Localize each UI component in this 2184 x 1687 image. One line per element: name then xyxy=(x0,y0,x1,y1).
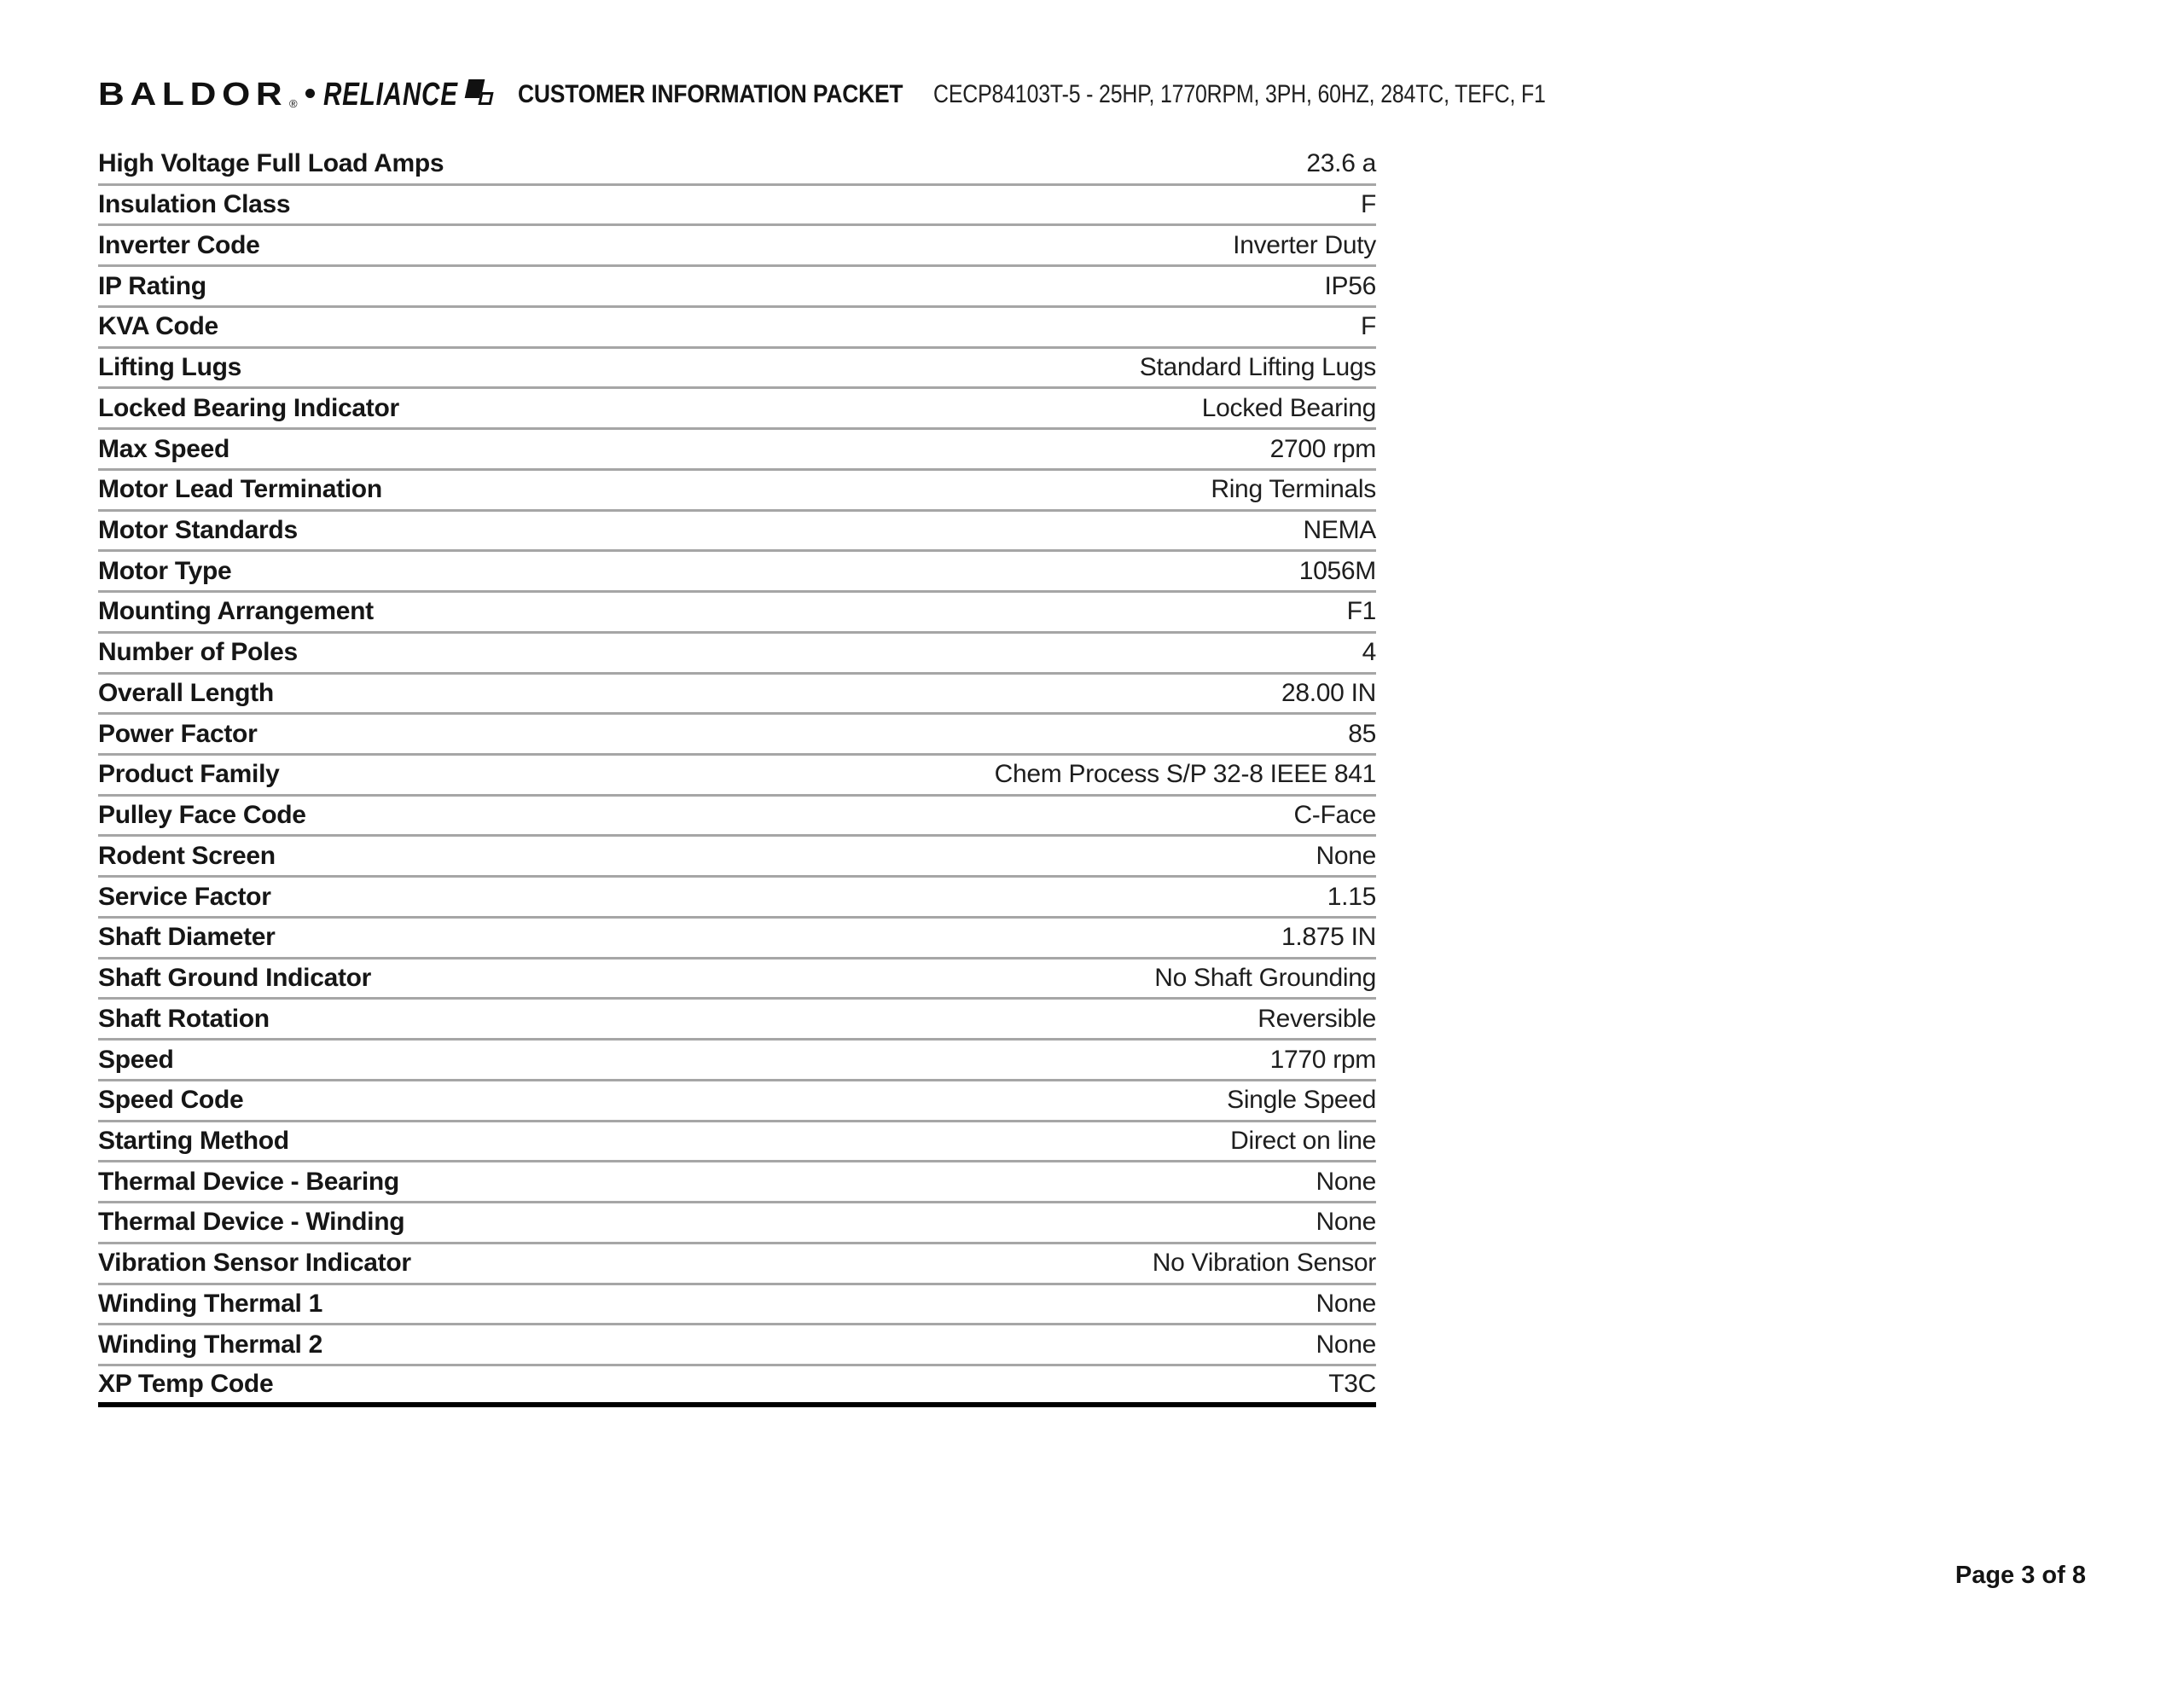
spec-label: Max Speed xyxy=(98,434,230,463)
spec-value: 2700 rpm xyxy=(1269,434,1376,463)
spec-table xyxy=(98,145,1376,1407)
table-row xyxy=(98,634,1376,675)
spec-label: Motor Standards xyxy=(98,515,298,544)
spec-label: Insulation Class xyxy=(98,190,291,219)
table-row xyxy=(98,1122,1376,1163)
spec-value: Ring Terminals xyxy=(1211,475,1376,504)
table-row xyxy=(98,1000,1376,1041)
spec-value: None xyxy=(1316,841,1376,870)
spec-label: XP Temp Code xyxy=(98,1369,274,1398)
spec-label: Number of Poles xyxy=(98,638,298,667)
spec-label: Thermal Device - Bearing xyxy=(98,1167,399,1196)
spec-value: Standard Lifting Lugs xyxy=(1139,353,1376,382)
table-row xyxy=(98,675,1376,716)
spec-label: Winding Thermal 1 xyxy=(98,1289,322,1318)
table-row xyxy=(98,267,1376,308)
table-row xyxy=(98,959,1376,1000)
spec-label: Overall Length xyxy=(98,678,274,707)
table-row xyxy=(98,1285,1376,1326)
spec-label: Shaft Ground Indicator xyxy=(98,964,372,993)
spec-label: Inverter Code xyxy=(98,230,260,259)
spec-label: Speed xyxy=(98,1045,174,1074)
reliance-wordmark: RELIANCE xyxy=(323,77,458,113)
page-indicator: Page 3 of 8 xyxy=(1955,1562,2086,1589)
spec-label: Service Factor xyxy=(98,882,271,911)
spec-value: 1056M xyxy=(1298,556,1376,585)
table-row xyxy=(98,471,1376,512)
spec-label: Lifting Lugs xyxy=(98,353,242,382)
spec-label: Winding Thermal 2 xyxy=(98,1330,322,1359)
spec-value: None xyxy=(1316,1208,1376,1237)
spec-value: 1770 rpm xyxy=(1269,1045,1376,1074)
document-header xyxy=(0,0,2184,128)
table-row xyxy=(98,1203,1376,1244)
spec-value: F1 xyxy=(1346,597,1376,626)
table-row xyxy=(98,389,1376,430)
spec-value: Single Speed xyxy=(1227,1086,1376,1115)
spec-value: T3C xyxy=(1328,1369,1376,1398)
spec-value: None xyxy=(1316,1330,1376,1359)
spec-label: Shaft Diameter xyxy=(98,923,276,952)
spec-value: Chem Process S/P 32-8 IEEE 841 xyxy=(994,760,1376,789)
table-row xyxy=(98,1041,1376,1081)
spec-value: 4 xyxy=(1362,638,1376,667)
spec-value: F xyxy=(1360,312,1376,341)
table-row xyxy=(98,1162,1376,1203)
table-row xyxy=(98,430,1376,471)
spec-value: IP56 xyxy=(1324,271,1376,300)
spec-label: Locked Bearing Indicator xyxy=(98,393,399,422)
spec-label: Pulley Face Code xyxy=(98,801,306,830)
spec-value: 1.875 IN xyxy=(1281,923,1376,952)
spec-label: Rodent Screen xyxy=(98,841,276,870)
spec-value: No Vibration Sensor xyxy=(1152,1249,1376,1278)
table-row xyxy=(98,552,1376,593)
table-row xyxy=(98,1081,1376,1122)
dot-icon xyxy=(305,89,315,98)
spec-value: 85 xyxy=(1348,719,1376,748)
table-row xyxy=(98,1366,1376,1407)
spec-label: Shaft Rotation xyxy=(98,1004,270,1033)
spec-value: None xyxy=(1316,1289,1376,1318)
motor-spec-summary: CECP84103T-5 - 25HP, 1770RPM, 3PH, 60HZ, 284TC, TEFC, F1 xyxy=(933,80,1546,108)
spec-value: 28.00 IN xyxy=(1281,678,1376,707)
spec-value: Locked Bearing xyxy=(1201,393,1376,422)
table-row xyxy=(98,797,1376,838)
spec-label: Thermal Device - Winding xyxy=(98,1208,405,1237)
spec-value: 1.15 xyxy=(1327,882,1376,911)
spec-value: Reversible xyxy=(1258,1004,1376,1033)
packet-title: CUSTOMER INFORMATION PACKET xyxy=(518,80,903,108)
spec-label: Power Factor xyxy=(98,719,258,748)
spec-label: Vibration Sensor Indicator xyxy=(98,1249,411,1278)
spec-label: Mounting Arrangement xyxy=(98,597,374,626)
table-row xyxy=(98,593,1376,634)
table-row xyxy=(98,919,1376,959)
spec-label: Motor Lead Termination xyxy=(98,475,382,504)
spec-label: KVA Code xyxy=(98,312,218,341)
table-row xyxy=(98,837,1376,878)
registered-trademark-symbol: ® xyxy=(289,97,298,110)
table-row xyxy=(98,186,1376,227)
spec-value: 23.6 a xyxy=(1306,149,1376,178)
spec-value: Direct on line xyxy=(1230,1126,1376,1155)
baldor-reliance-logo xyxy=(98,77,499,113)
table-row xyxy=(98,308,1376,349)
spec-label: Starting Method xyxy=(98,1126,289,1155)
spec-value: NEMA xyxy=(1303,515,1376,544)
spec-label: Speed Code xyxy=(98,1086,244,1115)
table-row xyxy=(98,715,1376,756)
table-row xyxy=(98,349,1376,390)
table-row xyxy=(98,145,1376,186)
spec-value: C-Face xyxy=(1293,801,1376,830)
table-row xyxy=(98,878,1376,919)
spec-value: Inverter Duty xyxy=(1233,230,1376,259)
table-row xyxy=(98,226,1376,267)
spec-label: Product Family xyxy=(98,760,280,789)
reliance-mark-open-square xyxy=(478,92,493,105)
spec-label: IP Rating xyxy=(98,271,206,300)
spec-label: Motor Type xyxy=(98,556,232,585)
spec-value: F xyxy=(1360,190,1376,219)
table-row xyxy=(98,756,1376,797)
table-row xyxy=(98,1244,1376,1285)
reliance-square-mark-icon xyxy=(465,79,492,110)
baldor-wordmark: BALDOR xyxy=(98,77,288,113)
table-row xyxy=(98,1325,1376,1366)
spec-value: No Shaft Grounding xyxy=(1154,964,1376,993)
table-row xyxy=(98,512,1376,553)
spec-label: High Voltage Full Load Amps xyxy=(98,149,444,178)
spec-value: None xyxy=(1316,1167,1376,1196)
